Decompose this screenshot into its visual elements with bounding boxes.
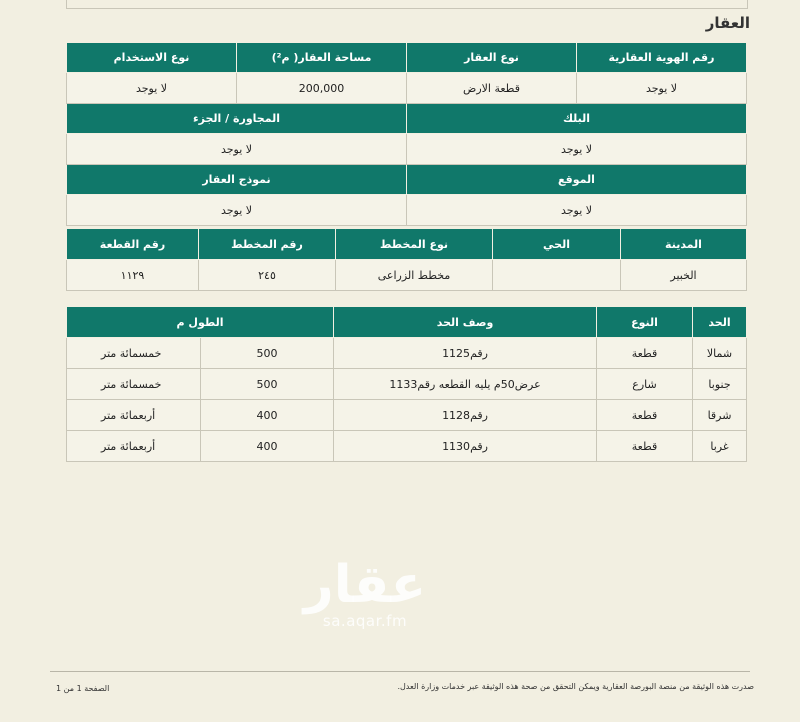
boundary-side: جنوبا: [693, 369, 747, 400]
property-header-row-2: [67, 104, 747, 134]
header-city: المدينة: [621, 229, 747, 260]
boundary-length: 500: [201, 369, 334, 400]
header-side: الحد: [693, 307, 747, 338]
boundary-row: [67, 338, 747, 369]
location-table: [66, 228, 747, 291]
footer-divider: [50, 671, 750, 672]
location-header-row: [67, 229, 747, 260]
value-location: لا يوجد: [407, 195, 747, 226]
boundary-row: [67, 369, 747, 400]
value-district: [493, 260, 621, 291]
boundary-length: 500: [201, 338, 334, 369]
value-block: لا يوجد: [407, 134, 747, 165]
watermark-logo: عقار: [303, 555, 427, 615]
value-plan-number: ٢٤٥: [199, 260, 336, 291]
header-type: النوع: [597, 307, 693, 338]
property-info-table: [66, 42, 747, 226]
boundary-type: قطعة: [597, 400, 693, 431]
page-number: الصفحة 1 من 1: [56, 684, 110, 693]
property-header-row-1: [67, 43, 747, 73]
header-property-area: مساحة العقار( م²): [237, 43, 407, 73]
header-block: البلك: [407, 104, 747, 134]
boundary-length-text: خمسمائة متر: [67, 369, 201, 400]
boundary-side: شمالا: [693, 338, 747, 369]
boundary-type: قطعة: [597, 338, 693, 369]
value-property-area: 200,000: [237, 73, 407, 104]
location-value-row: [67, 260, 747, 291]
header-plan-type: نوع المخطط: [336, 229, 493, 260]
header-usage-type: نوع الاستخدام: [67, 43, 237, 73]
property-value-row-3: [67, 195, 747, 226]
property-value-row-2: [67, 134, 747, 165]
boundaries-table: [66, 306, 747, 462]
boundaries-header-row: [67, 307, 747, 338]
value-usage-type: لا يوجد: [67, 73, 237, 104]
section-title: العقار: [705, 14, 750, 32]
boundary-row: [67, 400, 747, 431]
header-plot-number: رقم القطعة: [67, 229, 199, 260]
value-property-id: لا يوجد: [577, 73, 747, 104]
header-property-type: نوع العقار: [407, 43, 577, 73]
boundary-description: رقم1128: [334, 400, 597, 431]
value-plot-number: ١١٢٩: [67, 260, 199, 291]
boundary-length-text: خمسمائة متر: [67, 338, 201, 369]
value-neighborhood-part: لا يوجد: [67, 134, 407, 165]
header-description: وصف الحد: [334, 307, 597, 338]
header-location: الموقع: [407, 165, 747, 195]
header-property-id: رقم الهوية العقارية: [577, 43, 747, 73]
value-property-model: لا يوجد: [67, 195, 407, 226]
property-header-row-3: [67, 165, 747, 195]
value-city: الخبير: [621, 260, 747, 291]
boundary-length: 400: [201, 431, 334, 462]
property-value-row-1: [67, 73, 747, 104]
boundary-type: شارع: [597, 369, 693, 400]
header-plan-number: رقم المخطط: [199, 229, 336, 260]
header-district: الحي: [493, 229, 621, 260]
watermark-url: sa.aqar.fm: [322, 612, 408, 630]
boundary-description: رقم1130: [334, 431, 597, 462]
boundary-side: غربا: [693, 431, 747, 462]
aqar-watermark: [300, 555, 430, 630]
value-plan-type: مخطط الزراعى: [336, 260, 493, 291]
boundary-length-text: أربعمائة متر: [67, 431, 201, 462]
boundary-length: 400: [201, 400, 334, 431]
boundary-type: قطعة: [597, 431, 693, 462]
header-property-model: نموذج العقار: [67, 165, 407, 195]
boundary-description: رقم1125: [334, 338, 597, 369]
boundary-length-text: أربعمائة متر: [67, 400, 201, 431]
previous-section-frame: [66, 0, 748, 9]
footer-note: صدرت هذه الوثيقة من منصة البورصة العقارية ويمكن التحقق من صحة هذه الوثيقة عبر خدمات وزارة العدل.: [397, 682, 754, 691]
value-property-type: قطعة الارض: [407, 73, 577, 104]
header-length: الطول م: [67, 307, 334, 338]
boundary-side: شرقا: [693, 400, 747, 431]
header-neighborhood-part: المجاورة / الجزء: [67, 104, 407, 134]
boundary-description: عرض50م يليه القطعه رقم1133: [334, 369, 597, 400]
boundary-row: [67, 431, 747, 462]
